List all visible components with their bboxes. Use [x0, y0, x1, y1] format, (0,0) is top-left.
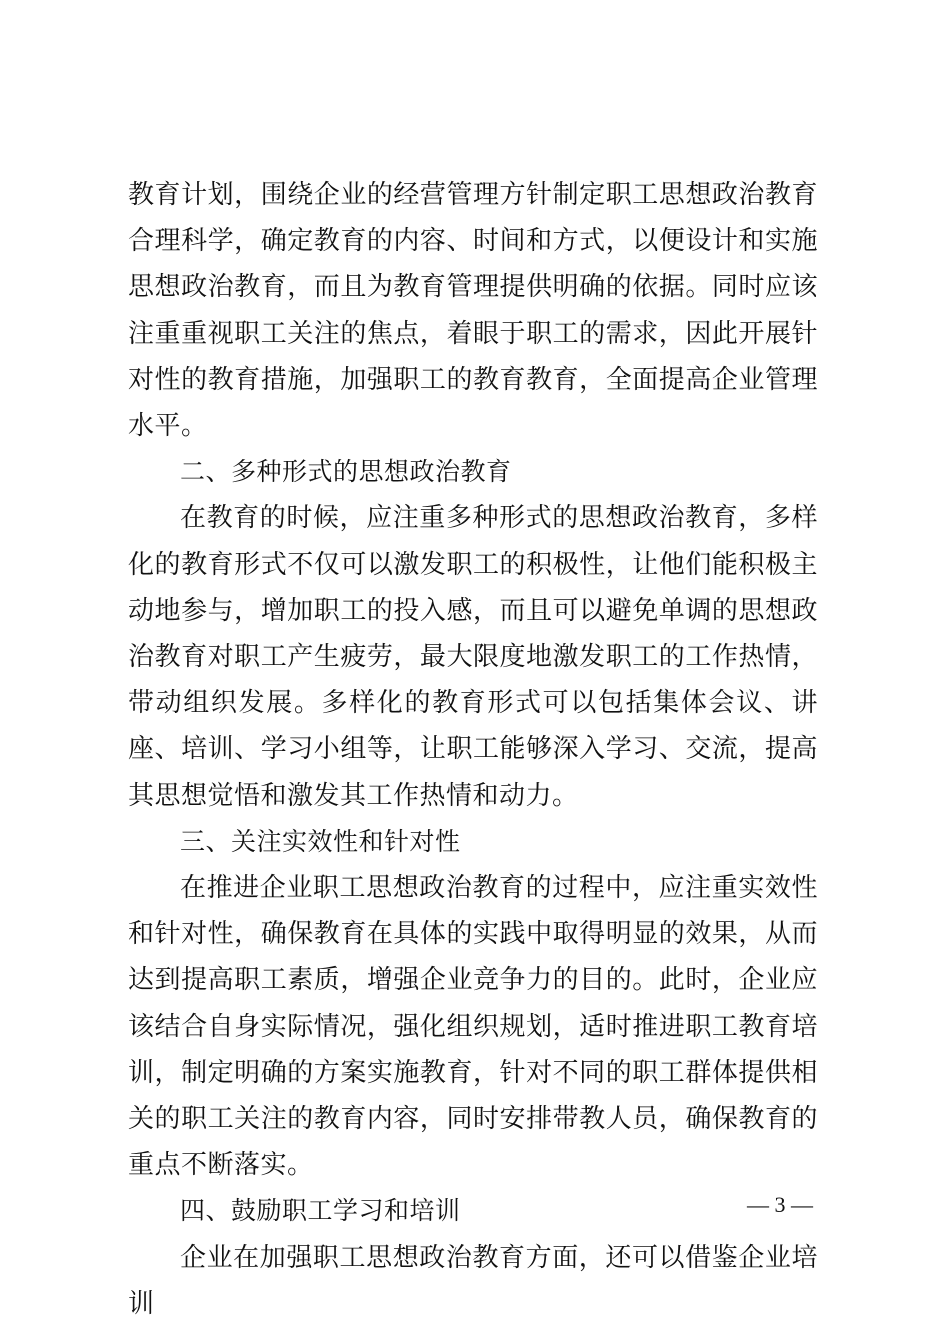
paragraph-4: 企业在加强职工思想政治教育方面，还可以借鉴企业培训 — [128, 1242, 818, 1319]
paragraph-2: 在教育的时候，应注重多种形式的思想政治教育，多样化的教育形式不仅可以激发职工的积极性，让他们能积极主动地参与，增加职工的投入感，而且可以避免单调的思想政治教育对职工产生疲劳，最大限度地激发职工的工作热情，带动组织发展。多样化的教育形式可以包括集体会议、讲座、培训、学习小组等，让职工能够深入学习、交流，提高其思想觉悟和激发其工作热情和动力。 — [128, 503, 818, 811]
paragraph-1: 教育计划，围绕企业的经营管理方针制定职工思想政治教育合理科学，确定教育的内容、时间和方式，以便设计和实施思想政治教育，而且为教育管理提供明确的依据。同时应该注重重视职工关注的焦点，着眼于职工的需求，因此开展针对性的教育措施，加强职工的教育教育，全面提高企业管理水平。 — [128, 180, 818, 442]
document-body — [128, 172, 818, 1327]
section-heading-4: 四、鼓励职工学习和培训 — [180, 1196, 461, 1226]
page-number: — 3 — — [747, 1192, 813, 1217]
section-heading-2: 二、多种形式的思想政治教育 — [180, 457, 512, 487]
section-heading-3: 三、关注实效性和针对性 — [180, 826, 461, 856]
paragraph-3: 在推进企业职工思想政治教育的过程中，应注重实效性和针对性，确保教育在具体的实践中取得明显的效果，从而达到提高职工素质，增强企业竞争力的目的。此时，企业应该结合自身实际情况，强化组织规划，适时推进职工教育培训，制定明确的方案实施教育，针对不同的职工群体提供相关的职工关注的教育内容，同时安排带教人员，确保教育的重点不断落实。 — [128, 873, 818, 1181]
